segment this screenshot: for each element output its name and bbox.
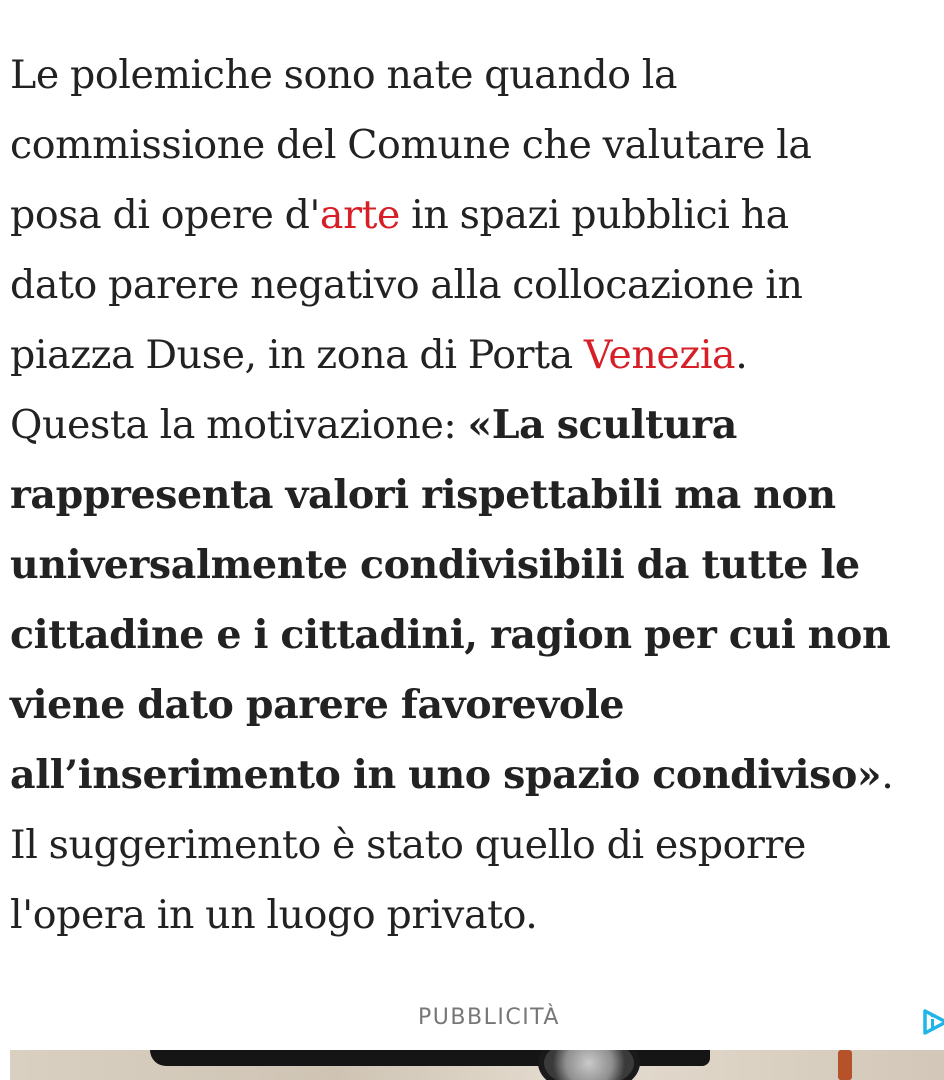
article-line: commissione del Comune che valutare la <box>10 122 812 168</box>
venezia-link[interactable]: Venezia <box>583 332 736 378</box>
quote-line: viene dato parere favorevole <box>10 682 625 728</box>
text-segment: posa di opere d' <box>10 192 320 238</box>
quote-line: universalmente condivisibili da tutte le <box>10 542 860 588</box>
article-line <box>10 390 944 460</box>
ad-car-wheel <box>538 1050 640 1080</box>
article-line: dato parere negativo alla collocazione in <box>10 262 803 308</box>
text-segment: Questa la motivazione: <box>10 402 468 448</box>
arte-link[interactable]: arte <box>319 192 401 238</box>
ad-figure-shape <box>838 1050 852 1080</box>
article-line: Il suggerimento è stato quello di esporre <box>10 822 806 868</box>
adchoices-icon[interactable] <box>922 1008 944 1036</box>
ad-label: PUBBLICITÀ <box>418 1005 560 1030</box>
quote-line: cittadine e i cittadini, ragion per cui non <box>10 612 891 658</box>
text-segment: in spazi pubblici ha <box>400 192 789 238</box>
article-line: Le polemiche sono nate quando la <box>10 52 678 98</box>
quote-text: «La scultura <box>467 402 737 448</box>
ad-banner-image[interactable] <box>10 1050 944 1080</box>
text-segment: . <box>881 752 894 798</box>
article-line <box>10 320 944 390</box>
quote-line: rappresenta valori rispettabili ma non <box>10 472 836 518</box>
article-line: l'opera in un luogo privato. <box>10 892 538 938</box>
article-line <box>10 180 944 250</box>
text-segment: piazza Duse, in zona di Porta <box>10 332 584 378</box>
article-body <box>10 40 944 950</box>
quote-text: all’inserimento in uno spazio condiviso» <box>10 752 882 798</box>
text-segment: . <box>735 332 748 378</box>
article-line <box>10 740 944 810</box>
